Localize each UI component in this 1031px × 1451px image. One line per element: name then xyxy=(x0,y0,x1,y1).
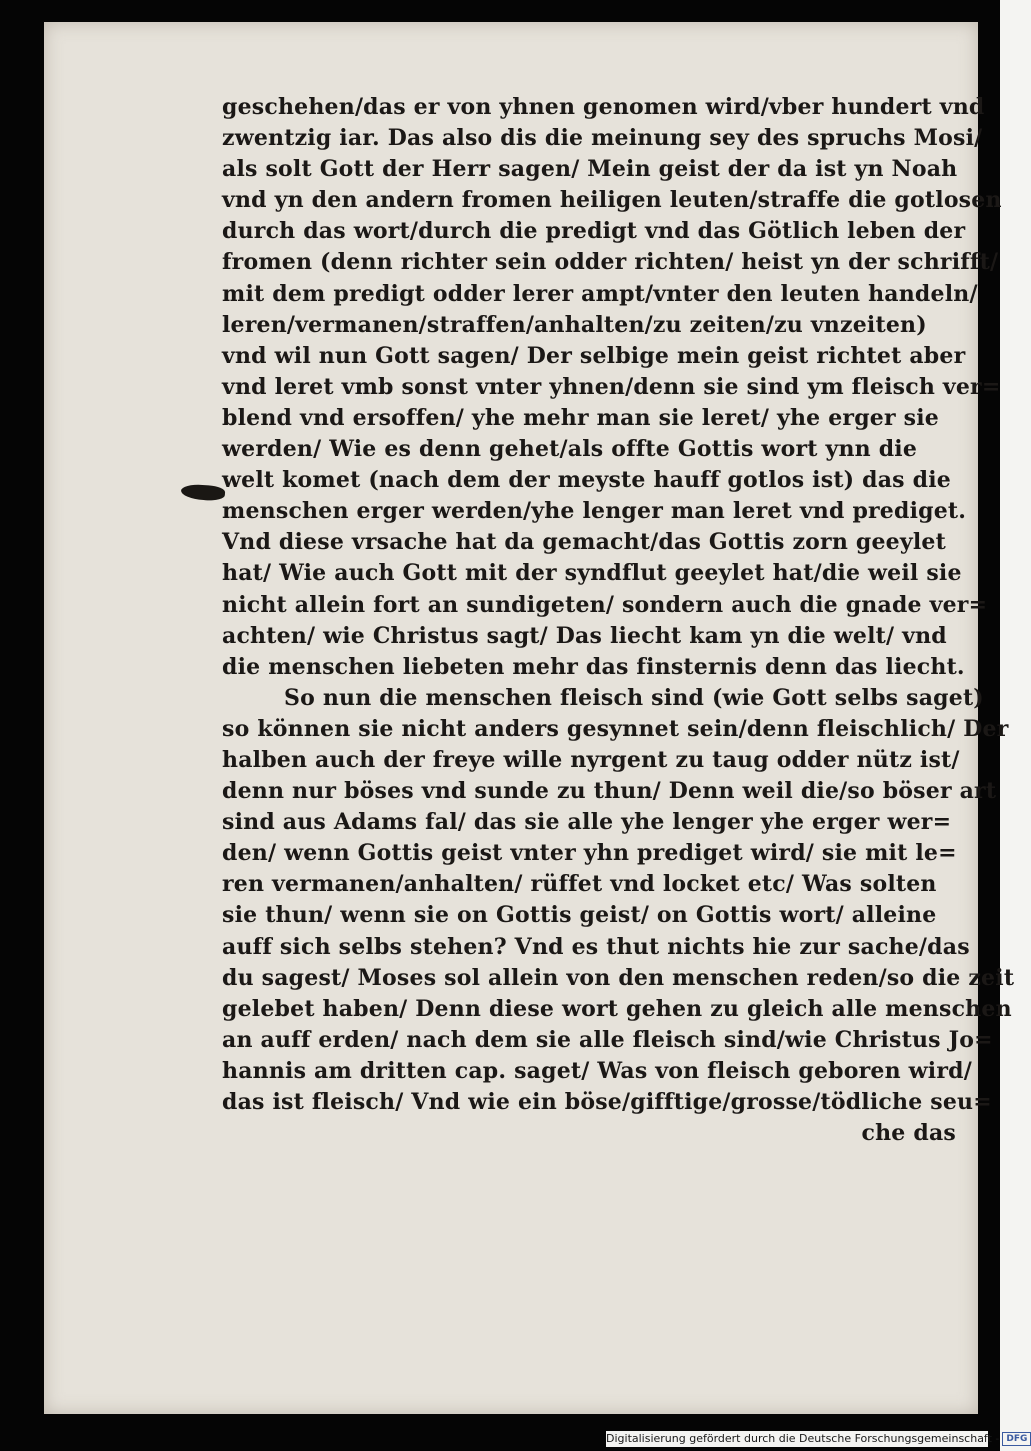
catchword: che das xyxy=(861,1120,956,1147)
text-line: den/ wenn Gottis geist vnter yhn prediget wird/ sie mit le= xyxy=(222,840,957,867)
text-line: fromen (denn richter sein odder richten/ heist yn der schrifft/ xyxy=(222,249,999,276)
text-line: hannis am dritten cap. saget/ Was von fleisch geboren wird/ xyxy=(222,1057,972,1084)
text-line: Vnd diese vrsache hat da gemacht/das Gottis zorn geeylet xyxy=(222,529,946,556)
ink-smudge-mark xyxy=(181,483,226,501)
text-line: du sagest/ Moses sol allein von den menschen reden/so die zeit xyxy=(222,964,1015,991)
printed-text-block xyxy=(222,92,1015,1149)
text-line: als solt Gott der Herr sagen/ Mein geist der da ist yn Noah xyxy=(222,156,958,183)
text-line: die menschen liebeten mehr das finsternis denn das liecht. xyxy=(222,653,965,680)
text-line: ren vermanen/anhalten/ rüffet vnd locket etc/ Was solten xyxy=(222,871,937,898)
text-line: halben auch der freye wille nyrgent zu taug odder nütz ist/ xyxy=(222,746,960,773)
text-line: das ist fleisch/ Vnd wie ein böse/gifftige/grosse/tödliche seu= xyxy=(222,1089,992,1115)
digitization-credit xyxy=(606,1431,1028,1447)
text-line: nicht allein fort an sundigeten/ sondern auch die gnade ver= xyxy=(222,591,988,618)
text-line: leren/vermanen/straffen/anhalten/zu zeiten/zu vnzeiten) xyxy=(222,311,927,338)
text-line: werden/ Wie es denn gehet/als offte Gottis wort ynn die xyxy=(222,436,918,463)
dfg-logo: DFG xyxy=(1002,1432,1031,1446)
text-line: denn nur böses vnd sunde zu thun/ Denn weil die/so böser art xyxy=(222,778,997,805)
text-line: so können sie nicht anders gesynnet sein/denn fleischlich/ Der xyxy=(222,715,1009,742)
text-line: vnd leret vmb sonst vnter yhnen/denn sie sind ym fleisch ver= xyxy=(222,373,1001,400)
text-line: sie thun/ wenn sie on Gottis geist/ on Gottis wort/ alleine xyxy=(222,902,937,929)
text-line: auff sich selbs stehen? Vnd es thut nichts hie zur sache/das xyxy=(222,933,970,960)
text-line: hat/ Wie auch Gott mit der syndflut geeylet hat/die weil sie xyxy=(222,560,962,587)
text-line: vnd wil nun Gott sagen/ Der selbige mein geist richtet aber xyxy=(222,342,966,369)
text-line: zwentzig iar. Das also dis die meinung sey des spruchs Mosi/ xyxy=(222,125,983,152)
text-line: welt komet (nach dem der meyste hauff gotlos ist) das die xyxy=(222,467,951,494)
text-line: an auff erden/ nach dem sie alle fleisch sind/wie Christus Jo= xyxy=(222,1026,993,1053)
text-line: sind aus Adams fal/ das sie alle yhe lenger yhe erger wer= xyxy=(222,809,952,836)
credit-text: Digitalisierung gefördert durch die Deutsche Forschungsgemeinschaft - xyxy=(606,1432,1000,1445)
text-line: mit dem predigt odder lerer ampt/vnter den leuten handeln/ xyxy=(222,280,978,307)
text-line: vnd yn den andern fromen heiligen leuten/straffe die gotlosen xyxy=(222,187,1002,214)
text-line: achten/ wie Christus sagt/ Das liecht kam yn die welt/ vnd xyxy=(222,622,947,649)
text-line: blend vnd ersoffen/ yhe mehr man sie leret/ yhe erger sie xyxy=(222,404,939,431)
text-line: menschen erger werden/yhe lenger man leret vnd prediget. xyxy=(222,498,967,525)
text-line: So nun die menschen fleisch sind (wie Gott selbs saget) xyxy=(284,684,984,711)
text-line: geschehen/das er von yhnen genomen wird/vber hundert vnd xyxy=(222,94,985,120)
text-line: durch das wort/durch die predigt vnd das Götlich leben der xyxy=(222,218,966,245)
text-line: gelebet haben/ Denn diese wort gehen zu gleich alle menschen xyxy=(222,995,1012,1022)
